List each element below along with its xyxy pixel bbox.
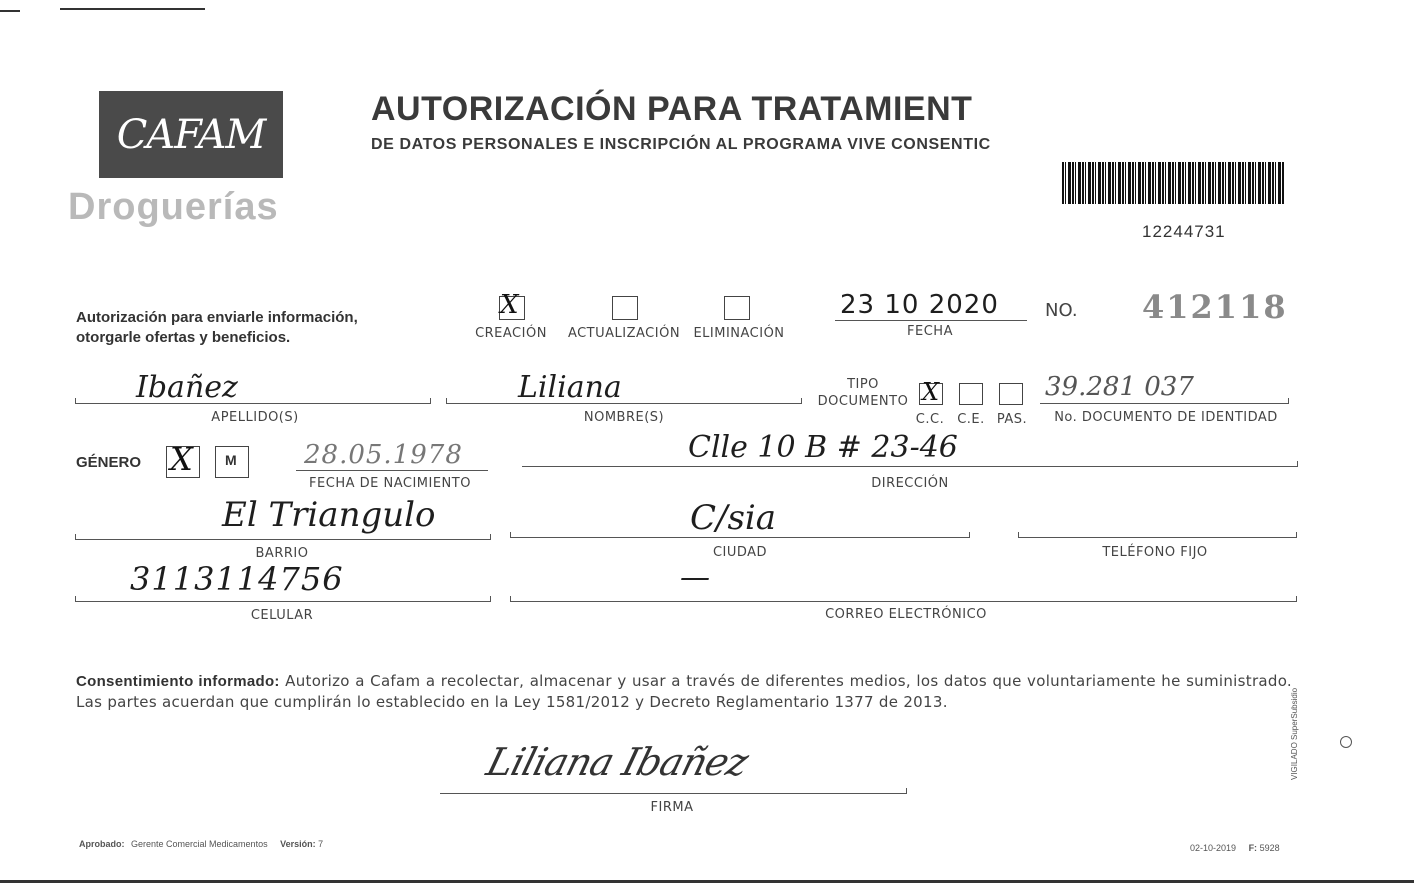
nombre-line-tick-right xyxy=(801,398,802,404)
label-creacion: CREACIÓN xyxy=(475,326,547,341)
footer-version-value: 7 xyxy=(318,839,324,849)
apellido-value[interactable]: Ibañez xyxy=(136,370,238,405)
ciudad-line-tick-right xyxy=(969,532,970,538)
form-subtitle: DE DATOS PERSONALES E INSCRIPCIÓN AL PROGRAMA VIVE CONSENTIC xyxy=(371,136,991,153)
tipo-documento-label-1: TIPO xyxy=(847,377,879,392)
fecha-nacimiento-label: FECHA DE NACIMIENTO xyxy=(309,476,471,491)
tipo-documento-label-2: DOCUMENTO xyxy=(817,394,909,409)
logo-box xyxy=(99,91,283,178)
footer-right xyxy=(1190,843,1280,853)
telefono-line xyxy=(1018,537,1296,538)
ciudad-label: CIUDAD xyxy=(712,545,768,560)
barcode xyxy=(1062,162,1284,204)
barrio-label: BARRIO xyxy=(255,546,309,561)
date-label: FECHA xyxy=(907,324,953,339)
consent-heading: Consentimiento informado: xyxy=(76,673,280,690)
form-number-label: NO. xyxy=(1045,300,1078,321)
signature-line-tick-right xyxy=(906,788,907,794)
authorization-text-line2: otorgarle ofertas y beneficios. xyxy=(76,329,291,346)
documento-line-tick-right xyxy=(1288,398,1289,404)
documento-line xyxy=(1040,403,1288,404)
correo-line-tick-right xyxy=(1296,596,1297,602)
check-mark-cc: X xyxy=(922,378,940,406)
apellido-line-tick-left xyxy=(75,398,76,404)
signature-value: Liliana Ibañez xyxy=(482,740,753,784)
documento-label: No. DOCUMENTO DE IDENTIDAD xyxy=(1054,410,1278,425)
correo-line xyxy=(510,601,1296,602)
barcode-number: 12244731 xyxy=(1142,222,1226,241)
genero-label: GÉNERO xyxy=(76,454,142,471)
date-value[interactable]: 23 10 2020 xyxy=(840,290,999,320)
signature-line xyxy=(440,793,906,794)
nombre-line-tick-left xyxy=(446,398,447,404)
label-pas: PAS. xyxy=(996,412,1028,427)
barrio-line-tick-left xyxy=(75,534,76,540)
scan-artifact-bottom-line xyxy=(0,880,1414,883)
label-cc: C.C. xyxy=(915,412,945,427)
supersubsidio-logo-icon xyxy=(1340,736,1352,748)
footer-version-label: Versión: xyxy=(280,839,316,849)
consent-text: Autorizo a Cafam a recolectar, almacenar y usar a través de diferentes medios, los datos que voluntariamente he suministrado. Las partes acuerdan que cumplirán lo establecido en la Ley 1581/2012 y Decreto Reglamentario 1377 de 2013. xyxy=(76,672,1293,711)
nombre-value[interactable]: Liliana xyxy=(518,370,622,405)
form-title: AUTORIZACIÓN PARA TRATAMIENT xyxy=(371,90,973,128)
fecha-nacimiento-value[interactable]: 28.05.1978 xyxy=(304,440,463,470)
celular-line xyxy=(75,601,490,602)
correo-line-tick-left xyxy=(510,596,511,602)
logo-text: CAFAM xyxy=(116,111,266,158)
genero-check-mark-f: X xyxy=(170,440,193,478)
checkbox-ce[interactable] xyxy=(959,383,983,405)
apellido-label: APELLIDO(S) xyxy=(211,410,299,425)
signature-label: FIRMA xyxy=(650,800,694,815)
genero-option-m-label: M xyxy=(225,452,237,468)
apellido-line-tick-right xyxy=(430,398,431,404)
checkbox-eliminacion[interactable] xyxy=(724,296,750,320)
footer-side-text: VIGILADO SuperSubsidio xyxy=(1290,687,1299,780)
direccion-value[interactable]: Clle 10 B # 23-46 xyxy=(688,430,958,465)
barrio-value[interactable]: El Triangulo xyxy=(222,495,436,535)
direccion-line xyxy=(522,466,1298,467)
telefono-line-tick-right xyxy=(1296,532,1297,538)
authorization-text-line1: Autorización para enviarle información, xyxy=(76,309,358,326)
checkbox-pas[interactable] xyxy=(999,383,1023,405)
correo-label: CORREO ELECTRÓNICO xyxy=(825,607,987,622)
scan-artifact-top xyxy=(0,0,20,12)
documento-value[interactable]: 39.281 037 xyxy=(1045,372,1194,402)
telefono-line-tick-left xyxy=(1018,532,1019,538)
footer-date: 02-10-2019 xyxy=(1190,843,1237,853)
footer-approved xyxy=(79,839,323,849)
label-actualizacion: ACTUALIZACIÓN xyxy=(567,326,681,341)
nombre-line xyxy=(446,403,802,404)
date-underline xyxy=(835,320,1027,321)
footer-approved-value: Gerente Comercial Medicamentos xyxy=(131,839,268,849)
celular-value[interactable]: 3113114756 xyxy=(130,560,344,598)
celular-label: CELULAR xyxy=(250,608,314,623)
nombre-label: NOMBRE(S) xyxy=(583,410,665,425)
ciudad-line xyxy=(510,537,970,538)
telefono-label: TELÉFONO FIJO xyxy=(1102,545,1208,560)
apellido-line xyxy=(75,403,431,404)
footer-approved-label: Aprobado: xyxy=(79,839,125,849)
correo-value[interactable]: — xyxy=(680,560,710,595)
label-eliminacion: ELIMINACIÓN xyxy=(693,326,785,341)
ciudad-value[interactable]: C/sia xyxy=(690,498,777,538)
form-number: 412118 xyxy=(1142,288,1288,326)
footer-code-value: 5928 xyxy=(1259,843,1280,853)
celular-line-tick-left xyxy=(75,596,76,602)
logo-subtitle: Droguerías xyxy=(68,186,279,228)
scan-artifact-top-line xyxy=(60,8,205,10)
fecha-nacimiento-line xyxy=(296,470,488,471)
barrio-line-tick-right xyxy=(490,534,491,540)
ciudad-line-tick-left xyxy=(510,532,511,538)
barrio-line xyxy=(75,539,490,540)
checkbox-actualizacion[interactable] xyxy=(612,296,638,320)
celular-line-tick-right xyxy=(490,596,491,602)
footer-code-label: F: xyxy=(1248,843,1258,853)
label-ce: C.E. xyxy=(957,412,985,427)
direccion-label: DIRECCIÓN xyxy=(871,476,949,491)
consent-paragraph xyxy=(76,671,1292,712)
check-mark-creacion: X xyxy=(500,290,519,320)
direccion-line-tick-right xyxy=(1297,461,1298,467)
